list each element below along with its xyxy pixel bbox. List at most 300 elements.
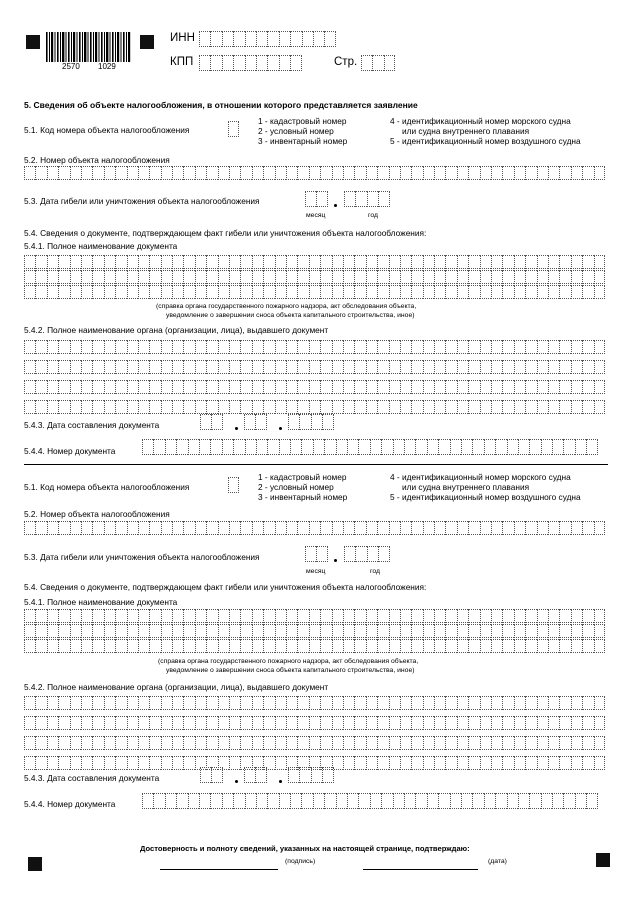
input-cell[interactable] xyxy=(502,360,513,374)
input-cell[interactable] xyxy=(354,609,365,623)
input-cell[interactable] xyxy=(423,609,434,623)
input-cell[interactable] xyxy=(286,609,297,623)
input-cell[interactable] xyxy=(172,609,183,623)
input-cell[interactable] xyxy=(183,609,194,623)
input-cell[interactable] xyxy=(525,696,536,710)
input-cell[interactable] xyxy=(393,793,404,809)
input-cell[interactable] xyxy=(582,360,593,374)
input-cell[interactable] xyxy=(502,716,513,730)
input-cell[interactable] xyxy=(138,716,149,730)
input-cell[interactable] xyxy=(263,696,274,710)
input-cell[interactable] xyxy=(183,521,194,535)
input-cell[interactable] xyxy=(161,609,172,623)
input-cell[interactable] xyxy=(480,696,491,710)
input-cell[interactable] xyxy=(354,285,365,299)
input-cell[interactable] xyxy=(343,166,354,180)
input-cell[interactable] xyxy=(153,439,164,455)
input-cell[interactable] xyxy=(389,696,400,710)
input-cell[interactable] xyxy=(92,756,103,770)
input-cell[interactable] xyxy=(468,716,479,730)
input-cell[interactable] xyxy=(70,716,81,730)
input-cell[interactable] xyxy=(183,255,194,269)
input-cell[interactable] xyxy=(332,696,343,710)
input-cell[interactable] xyxy=(286,360,297,374)
input-cell[interactable] xyxy=(366,639,377,653)
input-cell[interactable] xyxy=(115,639,126,653)
input-cell[interactable] xyxy=(206,639,217,653)
input-cell[interactable] xyxy=(127,639,138,653)
input-cell[interactable] xyxy=(366,360,377,374)
input-cell[interactable] xyxy=(480,166,491,180)
input-cell[interactable] xyxy=(240,736,251,750)
input-cell[interactable] xyxy=(70,639,81,653)
input-cell[interactable] xyxy=(206,624,217,638)
death-month-field[interactable] xyxy=(305,546,328,562)
input-cell[interactable] xyxy=(541,439,552,455)
input-cell[interactable] xyxy=(104,360,115,374)
input-cell[interactable] xyxy=(358,439,369,455)
input-cell[interactable] xyxy=(423,696,434,710)
input-cell[interactable] xyxy=(457,285,468,299)
input-cell[interactable] xyxy=(92,696,103,710)
input-cell[interactable] xyxy=(582,255,593,269)
input-cell[interactable] xyxy=(423,255,434,269)
input-cell[interactable] xyxy=(142,793,153,809)
input-cell[interactable] xyxy=(445,521,456,535)
input-cell[interactable] xyxy=(115,360,126,374)
input-cell[interactable] xyxy=(142,439,153,455)
input-cell[interactable] xyxy=(495,793,506,809)
input-cell[interactable] xyxy=(559,624,570,638)
input-cell[interactable] xyxy=(229,521,240,535)
input-cell[interactable] xyxy=(468,270,479,284)
input-cell[interactable] xyxy=(468,380,479,394)
input-cell[interactable] xyxy=(286,380,297,394)
input-cell[interactable] xyxy=(222,793,233,809)
input-cell[interactable] xyxy=(389,380,400,394)
input-cell[interactable] xyxy=(332,380,343,394)
input-cell[interactable] xyxy=(81,380,92,394)
input-cell[interactable] xyxy=(537,736,548,750)
input-cell[interactable] xyxy=(81,639,92,653)
input-cell[interactable] xyxy=(400,400,411,414)
input-cell[interactable] xyxy=(195,380,206,394)
doc-name-field-row-2[interactable] xyxy=(24,624,605,638)
input-cell[interactable] xyxy=(211,767,222,783)
input-cell[interactable] xyxy=(104,380,115,394)
input-cell[interactable] xyxy=(559,255,570,269)
input-cell[interactable] xyxy=(218,624,229,638)
input-cell[interactable] xyxy=(35,360,46,374)
input-cell[interactable] xyxy=(35,521,46,535)
input-cell[interactable] xyxy=(195,716,206,730)
input-cell[interactable] xyxy=(400,340,411,354)
input-cell[interactable] xyxy=(309,270,320,284)
input-cell[interactable] xyxy=(309,609,320,623)
input-cell[interactable] xyxy=(343,255,354,269)
input-cell[interactable] xyxy=(400,624,411,638)
input-cell[interactable] xyxy=(290,55,301,71)
input-cell[interactable] xyxy=(514,756,525,770)
input-cell[interactable] xyxy=(423,756,434,770)
input-cell[interactable] xyxy=(138,255,149,269)
doc-date-month-field[interactable] xyxy=(244,414,267,430)
input-cell[interactable] xyxy=(275,340,286,354)
input-cell[interactable] xyxy=(286,270,297,284)
input-cell[interactable] xyxy=(389,609,400,623)
input-cell[interactable] xyxy=(423,400,434,414)
input-cell[interactable] xyxy=(24,716,35,730)
input-cell[interactable] xyxy=(176,439,187,455)
input-cell[interactable] xyxy=(378,546,389,562)
input-cell[interactable] xyxy=(525,756,536,770)
input-cell[interactable] xyxy=(324,793,335,809)
input-cell[interactable] xyxy=(263,609,274,623)
input-cell[interactable] xyxy=(313,793,324,809)
input-cell[interactable] xyxy=(468,696,479,710)
input-cell[interactable] xyxy=(290,31,301,47)
input-cell[interactable] xyxy=(377,166,388,180)
input-cell[interactable] xyxy=(127,696,138,710)
input-cell[interactable] xyxy=(480,609,491,623)
input-cell[interactable] xyxy=(594,609,605,623)
input-cell[interactable] xyxy=(400,716,411,730)
input-cell[interactable] xyxy=(297,736,308,750)
input-cell[interactable] xyxy=(480,255,491,269)
input-cell[interactable] xyxy=(267,439,278,455)
input-cell[interactable] xyxy=(309,716,320,730)
input-cell[interactable] xyxy=(240,270,251,284)
input-cell[interactable] xyxy=(286,521,297,535)
input-cell[interactable] xyxy=(484,793,495,809)
input-cell[interactable] xyxy=(297,166,308,180)
input-cell[interactable] xyxy=(183,166,194,180)
input-cell[interactable] xyxy=(548,285,559,299)
input-cell[interactable] xyxy=(195,400,206,414)
input-cell[interactable] xyxy=(229,400,240,414)
input-cell[interactable] xyxy=(115,716,126,730)
input-cell[interactable] xyxy=(58,340,69,354)
doc-date-month-field[interactable] xyxy=(244,767,267,783)
input-cell[interactable] xyxy=(502,255,513,269)
input-cell[interactable] xyxy=(165,793,176,809)
input-cell[interactable] xyxy=(115,255,126,269)
input-cell[interactable] xyxy=(127,270,138,284)
input-cell[interactable] xyxy=(47,360,58,374)
input-cell[interactable] xyxy=(525,270,536,284)
input-cell[interactable] xyxy=(525,380,536,394)
input-cell[interactable] xyxy=(115,696,126,710)
input-cell[interactable] xyxy=(548,639,559,653)
input-cell[interactable] xyxy=(263,360,274,374)
input-cell[interactable] xyxy=(491,756,502,770)
input-cell[interactable] xyxy=(434,696,445,710)
input-cell[interactable] xyxy=(389,270,400,284)
input-cell[interactable] xyxy=(320,716,331,730)
input-cell[interactable] xyxy=(252,360,263,374)
input-cell[interactable] xyxy=(445,360,456,374)
input-cell[interactable] xyxy=(222,31,233,47)
input-cell[interactable] xyxy=(423,360,434,374)
input-cell[interactable] xyxy=(127,624,138,638)
input-cell[interactable] xyxy=(206,255,217,269)
doc-name-field-row-1[interactable] xyxy=(24,255,605,269)
input-cell[interactable] xyxy=(115,624,126,638)
input-cell[interactable] xyxy=(229,166,240,180)
input-cell[interactable] xyxy=(343,639,354,653)
input-cell[interactable] xyxy=(92,380,103,394)
input-cell[interactable] xyxy=(594,270,605,284)
input-cell[interactable] xyxy=(525,716,536,730)
input-cell[interactable] xyxy=(104,756,115,770)
input-cell[interactable] xyxy=(35,609,46,623)
input-cell[interactable] xyxy=(161,340,172,354)
input-cell[interactable] xyxy=(400,609,411,623)
input-cell[interactable] xyxy=(594,736,605,750)
input-cell[interactable] xyxy=(367,191,378,207)
input-cell[interactable] xyxy=(229,696,240,710)
input-cell[interactable] xyxy=(514,716,525,730)
input-cell[interactable] xyxy=(378,191,389,207)
input-cell[interactable] xyxy=(127,756,138,770)
input-cell[interactable] xyxy=(434,716,445,730)
input-cell[interactable] xyxy=(297,400,308,414)
input-cell[interactable] xyxy=(286,166,297,180)
input-cell[interactable] xyxy=(361,55,372,71)
input-cell[interactable] xyxy=(541,793,552,809)
input-cell[interactable] xyxy=(172,756,183,770)
input-cell[interactable] xyxy=(502,270,513,284)
input-cell[interactable] xyxy=(138,285,149,299)
input-cell[interactable] xyxy=(529,439,540,455)
input-cell[interactable] xyxy=(92,639,103,653)
input-cell[interactable] xyxy=(377,624,388,638)
input-cell[interactable] xyxy=(514,400,525,414)
input-cell[interactable] xyxy=(366,400,377,414)
input-cell[interactable] xyxy=(275,400,286,414)
input-cell[interactable] xyxy=(445,736,456,750)
input-cell[interactable] xyxy=(138,270,149,284)
input-cell[interactable] xyxy=(457,270,468,284)
input-cell[interactable] xyxy=(502,340,513,354)
input-cell[interactable] xyxy=(491,380,502,394)
input-cell[interactable] xyxy=(200,767,211,783)
input-cell[interactable] xyxy=(206,285,217,299)
input-cell[interactable] xyxy=(354,166,365,180)
input-cell[interactable] xyxy=(58,166,69,180)
doc-date-year-field[interactable] xyxy=(288,767,334,783)
input-cell[interactable] xyxy=(404,439,415,455)
input-cell[interactable] xyxy=(367,546,378,562)
input-cell[interactable] xyxy=(571,624,582,638)
input-cell[interactable] xyxy=(582,716,593,730)
input-cell[interactable] xyxy=(434,380,445,394)
input-cell[interactable] xyxy=(320,285,331,299)
org-name-field-row-2[interactable] xyxy=(24,360,605,374)
input-cell[interactable] xyxy=(457,609,468,623)
input-cell[interactable] xyxy=(290,439,301,455)
input-cell[interactable] xyxy=(70,285,81,299)
input-cell[interactable] xyxy=(514,255,525,269)
input-cell[interactable] xyxy=(411,756,422,770)
input-cell[interactable] xyxy=(47,285,58,299)
input-cell[interactable] xyxy=(575,439,586,455)
input-cell[interactable] xyxy=(457,756,468,770)
input-cell[interactable] xyxy=(343,609,354,623)
input-cell[interactable] xyxy=(127,340,138,354)
input-cell[interactable] xyxy=(563,793,574,809)
input-cell[interactable] xyxy=(81,696,92,710)
input-cell[interactable] xyxy=(582,380,593,394)
org-name-field-row-3[interactable] xyxy=(24,736,605,750)
input-cell[interactable] xyxy=(275,736,286,750)
input-cell[interactable] xyxy=(288,414,299,430)
input-cell[interactable] xyxy=(206,270,217,284)
input-cell[interactable] xyxy=(92,609,103,623)
input-cell[interactable] xyxy=(195,360,206,374)
input-cell[interactable] xyxy=(582,270,593,284)
input-cell[interactable] xyxy=(218,609,229,623)
input-cell[interactable] xyxy=(279,793,290,809)
input-cell[interactable] xyxy=(24,639,35,653)
input-cell[interactable] xyxy=(301,793,312,809)
input-cell[interactable] xyxy=(252,736,263,750)
input-cell[interactable] xyxy=(58,521,69,535)
object-number-field[interactable] xyxy=(24,166,605,180)
input-cell[interactable] xyxy=(149,736,160,750)
input-cell[interactable] xyxy=(332,340,343,354)
input-cell[interactable] xyxy=(153,793,164,809)
doc-date-year-field[interactable] xyxy=(288,414,334,430)
input-cell[interactable] xyxy=(263,716,274,730)
input-cell[interactable] xyxy=(423,166,434,180)
input-cell[interactable] xyxy=(594,716,605,730)
input-cell[interactable] xyxy=(411,255,422,269)
input-cell[interactable] xyxy=(309,696,320,710)
input-cell[interactable] xyxy=(320,639,331,653)
input-cell[interactable] xyxy=(138,756,149,770)
input-cell[interactable] xyxy=(343,624,354,638)
org-name-field-row-3[interactable] xyxy=(24,380,605,394)
input-cell[interactable] xyxy=(502,521,513,535)
input-cell[interactable] xyxy=(92,255,103,269)
input-cell[interactable] xyxy=(24,609,35,623)
input-cell[interactable] xyxy=(423,716,434,730)
input-cell[interactable] xyxy=(377,716,388,730)
input-cell[interactable] xyxy=(468,639,479,653)
input-cell[interactable] xyxy=(240,609,251,623)
input-cell[interactable] xyxy=(240,255,251,269)
input-cell[interactable] xyxy=(377,360,388,374)
input-cell[interactable] xyxy=(206,166,217,180)
input-cell[interactable] xyxy=(183,270,194,284)
input-cell[interactable] xyxy=(415,439,426,455)
input-cell[interactable] xyxy=(332,166,343,180)
input-cell[interactable] xyxy=(537,624,548,638)
input-cell[interactable] xyxy=(344,191,355,207)
input-cell[interactable] xyxy=(525,340,536,354)
input-cell[interactable] xyxy=(233,439,244,455)
input-cell[interactable] xyxy=(514,696,525,710)
input-cell[interactable] xyxy=(275,255,286,269)
input-cell[interactable] xyxy=(582,400,593,414)
input-cell[interactable] xyxy=(343,521,354,535)
input-cell[interactable] xyxy=(263,255,274,269)
input-cell[interactable] xyxy=(104,716,115,730)
input-cell[interactable] xyxy=(115,521,126,535)
input-cell[interactable] xyxy=(411,166,422,180)
input-cell[interactable] xyxy=(199,439,210,455)
input-cell[interactable] xyxy=(206,696,217,710)
org-name-field-row-4[interactable] xyxy=(24,400,605,414)
input-cell[interactable] xyxy=(252,380,263,394)
input-cell[interactable] xyxy=(138,400,149,414)
input-cell[interactable] xyxy=(161,756,172,770)
input-cell[interactable] xyxy=(571,166,582,180)
input-cell[interactable] xyxy=(548,521,559,535)
input-cell[interactable] xyxy=(324,31,335,47)
input-cell[interactable] xyxy=(245,55,256,71)
input-cell[interactable] xyxy=(297,285,308,299)
input-cell[interactable] xyxy=(343,380,354,394)
input-cell[interactable] xyxy=(286,624,297,638)
input-cell[interactable] xyxy=(161,624,172,638)
input-cell[interactable] xyxy=(457,380,468,394)
input-cell[interactable] xyxy=(354,360,365,374)
input-cell[interactable] xyxy=(457,696,468,710)
input-cell[interactable] xyxy=(70,696,81,710)
input-cell[interactable] xyxy=(35,624,46,638)
input-cell[interactable] xyxy=(502,624,513,638)
input-cell[interactable] xyxy=(559,696,570,710)
input-cell[interactable] xyxy=(366,255,377,269)
input-cell[interactable] xyxy=(256,55,267,71)
input-cell[interactable] xyxy=(104,609,115,623)
input-cell[interactable] xyxy=(427,439,438,455)
input-cell[interactable] xyxy=(81,285,92,299)
input-cell[interactable] xyxy=(559,400,570,414)
input-cell[interactable] xyxy=(195,340,206,354)
input-cell[interactable] xyxy=(104,285,115,299)
input-cell[interactable] xyxy=(377,756,388,770)
input-cell[interactable] xyxy=(245,439,256,455)
input-cell[interactable] xyxy=(423,639,434,653)
input-cell[interactable] xyxy=(81,756,92,770)
input-cell[interactable] xyxy=(218,270,229,284)
input-cell[interactable] xyxy=(218,521,229,535)
input-cell[interactable] xyxy=(480,624,491,638)
input-cell[interactable] xyxy=(548,696,559,710)
input-cell[interactable] xyxy=(183,756,194,770)
input-cell[interactable] xyxy=(138,609,149,623)
input-cell[interactable] xyxy=(267,31,278,47)
input-cell[interactable] xyxy=(172,166,183,180)
input-cell[interactable] xyxy=(252,270,263,284)
input-cell[interactable] xyxy=(400,736,411,750)
input-cell[interactable] xyxy=(240,285,251,299)
input-cell[interactable] xyxy=(252,400,263,414)
input-cell[interactable] xyxy=(502,285,513,299)
input-cell[interactable] xyxy=(206,340,217,354)
input-cell[interactable] xyxy=(279,31,290,47)
input-cell[interactable] xyxy=(480,360,491,374)
input-cell[interactable] xyxy=(218,696,229,710)
input-cell[interactable] xyxy=(172,285,183,299)
input-cell[interactable] xyxy=(161,736,172,750)
input-cell[interactable] xyxy=(491,400,502,414)
input-cell[interactable] xyxy=(47,270,58,284)
input-cell[interactable] xyxy=(389,340,400,354)
